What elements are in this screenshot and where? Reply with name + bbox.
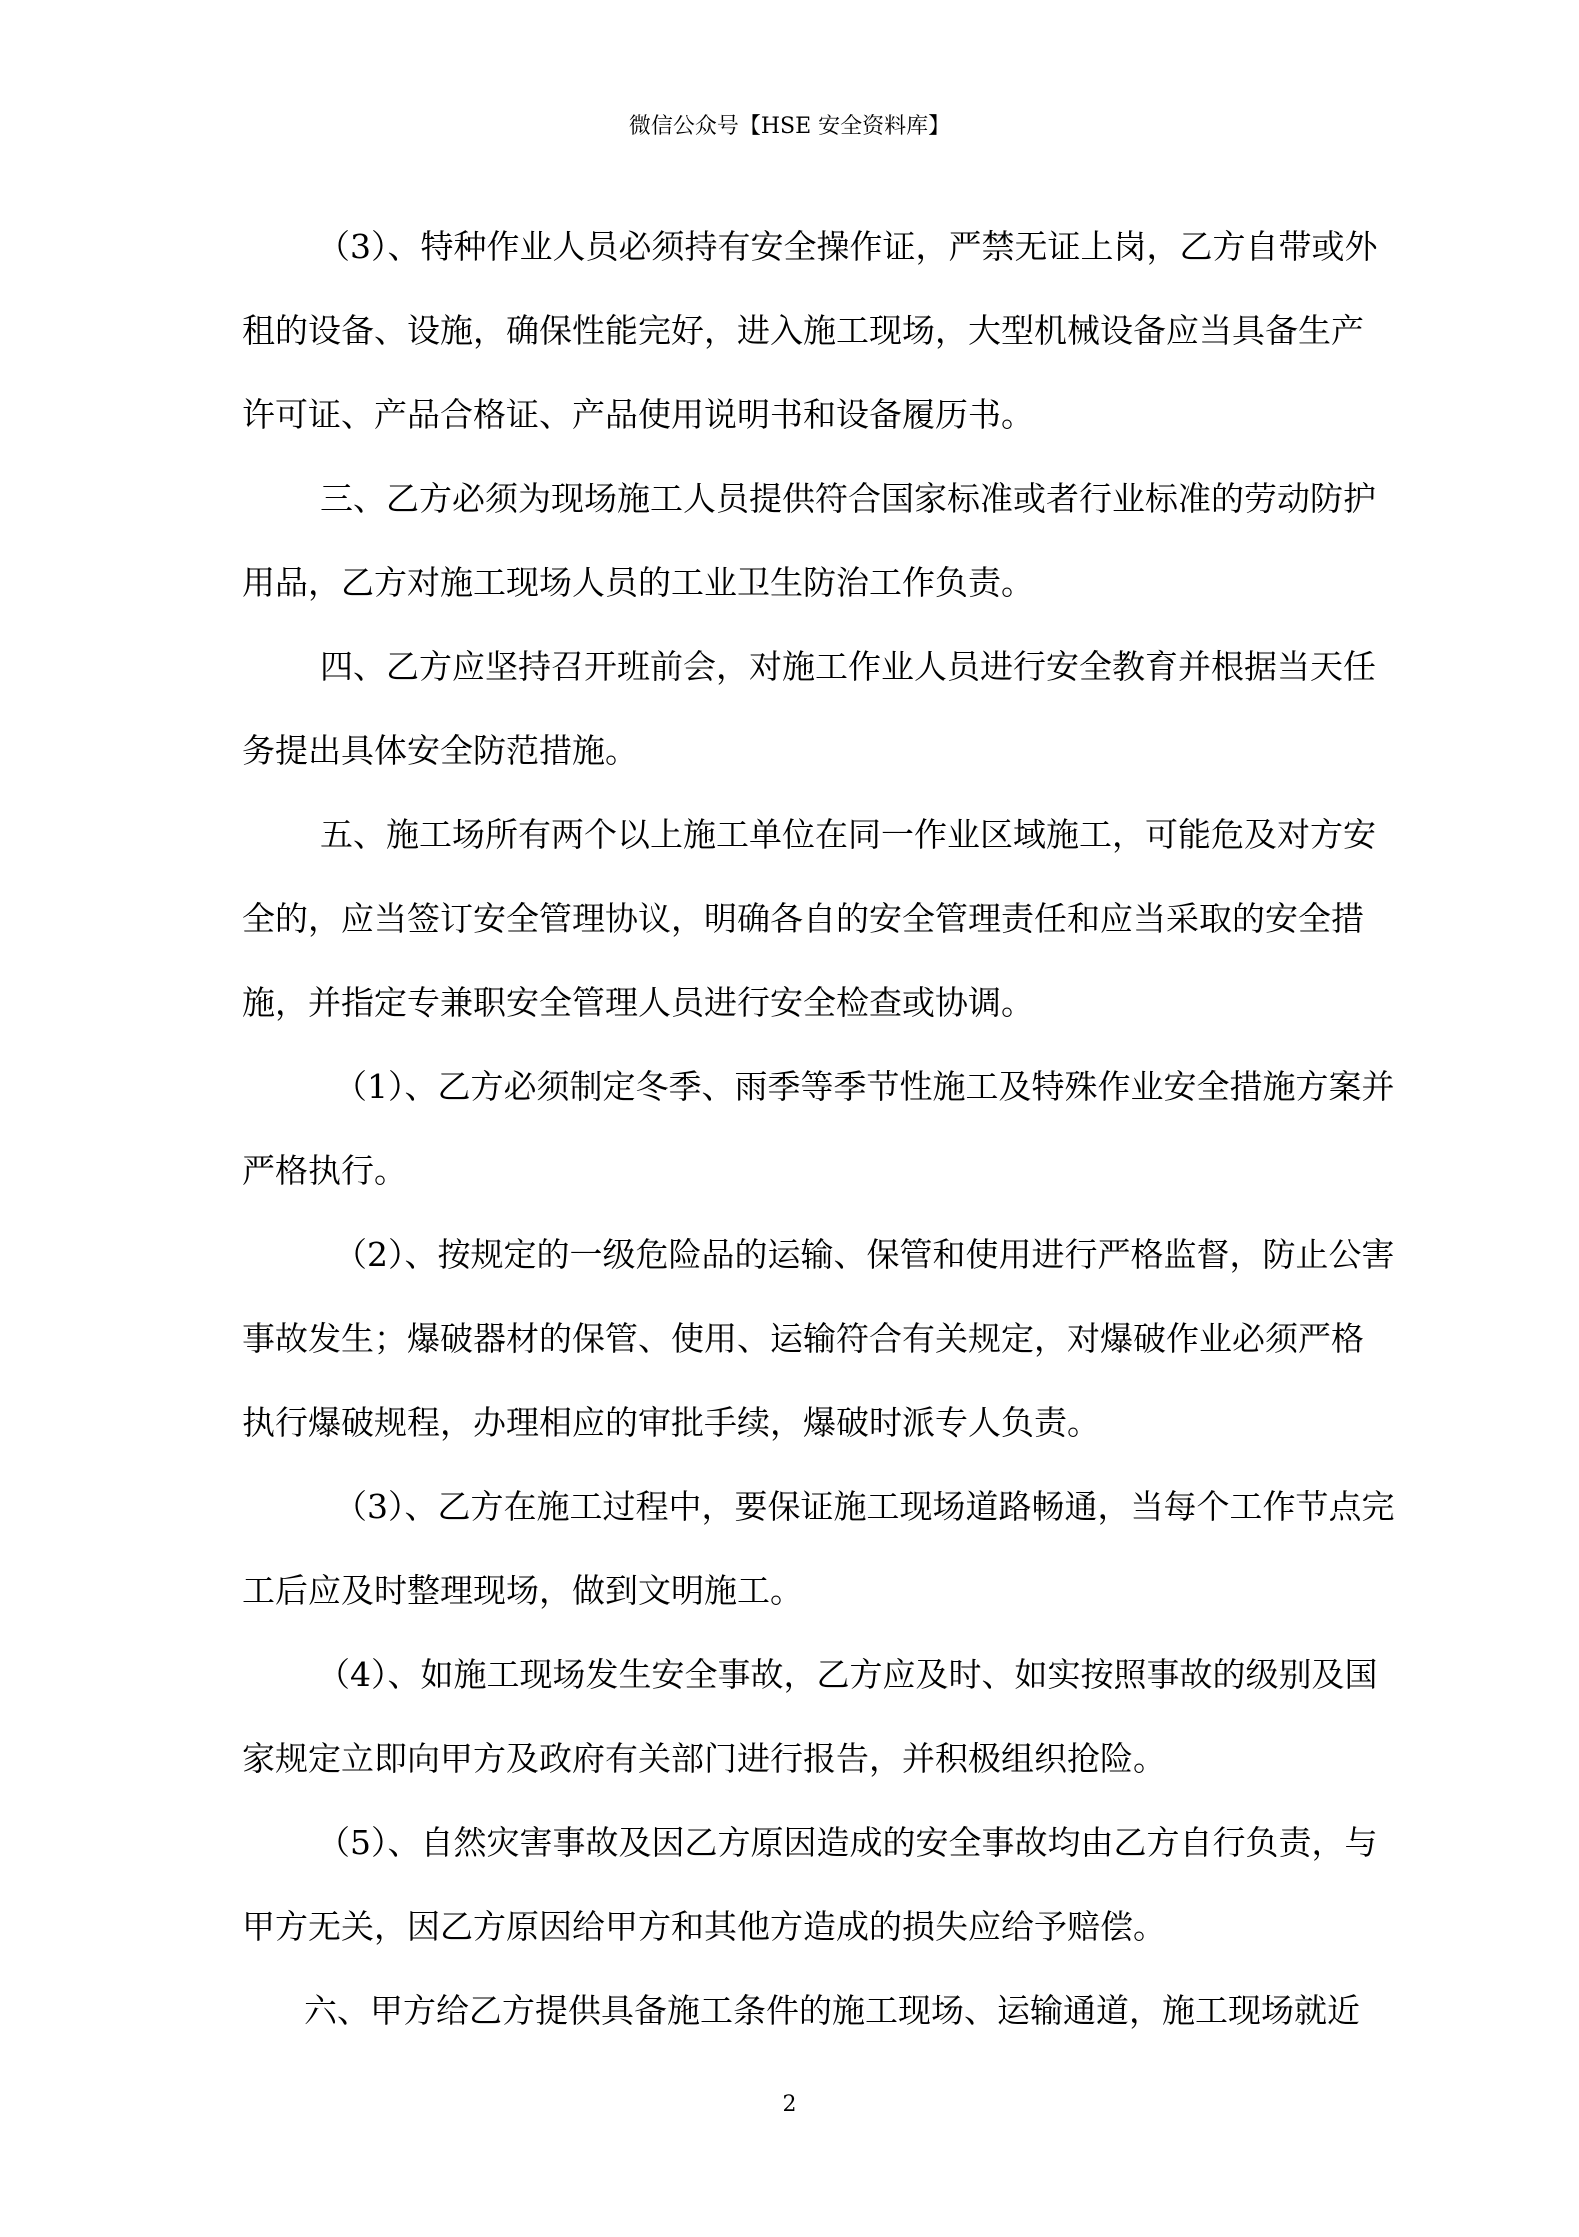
text-line: （5）、自然灾害事故及因乙方原因造成的安全事故均由乙方自行负责，与 (317, 1823, 1378, 1862)
text-line: 全的，应当签订安全管理协议，明确各自的安全管理责任和应当采取的安全措 (242, 899, 1364, 938)
paragraph-item-1 (242, 1045, 1395, 1213)
text-line: （3）、乙方在施工过程中，要保证施工现场道路畅通，当每个工作节点完 (334, 1487, 1395, 1526)
text-line: 三、乙方必须为现场施工人员提供符合国家标准或者行业标准的劳动防护 (320, 479, 1376, 518)
text-line: 家规定立即向甲方及政府有关部门进行报告，并积极组织抢险。 (242, 1739, 1166, 1778)
text-line: 事故发生；爆破器材的保管、使用、运输符合有关规定，对爆破作业必须严格 (242, 1319, 1364, 1358)
text-line: 许可证、产品合格证、产品使用说明书和设备履历书。 (242, 395, 1034, 434)
text-line: 施，并指定专兼职安全管理人员进行安全检查或协调。 (242, 983, 1034, 1022)
paragraph-item-3 (242, 1465, 1395, 1633)
text-line: 六、甲方给乙方提供具备施工条件的施工现场、运输通道，施工现场就近 (304, 1991, 1360, 2030)
paragraph-item-4 (242, 1633, 1378, 1801)
text-line: 四、乙方应坚持召开班前会，对施工作业人员进行安全教育并根据当天任 (320, 647, 1376, 686)
page-header (0, 112, 1579, 142)
paragraph-section-4 (242, 625, 1376, 793)
text-line: 甲方无关，因乙方原因给甲方和其他方造成的损失应给予赔偿。 (242, 1907, 1166, 1946)
text-line: 用品，乙方对施工现场人员的工业卫生防治工作负责。 (242, 563, 1034, 602)
paragraph-section-6 (242, 1969, 1360, 2053)
page-number (0, 2090, 1579, 2120)
text-line: 工后应及时整理现场，做到文明施工。 (242, 1571, 803, 1610)
text-line: 执行爆破规程，办理相应的审批手续，爆破时派专人负责。 (242, 1403, 1100, 1442)
text-line: 严格执行。 (242, 1151, 407, 1190)
paragraph-section-3 (242, 457, 1376, 625)
text-line: 租的设备、设施，确保性能完好，进入施工现场，大型机械设备应当具备生产 (242, 311, 1364, 350)
document-body (242, 205, 1395, 2053)
text-line: （4）、如施工现场发生安全事故，乙方应及时、如实按照事故的级别及国 (317, 1655, 1378, 1694)
text-line: （2）、按规定的一级危险品的运输、保管和使用进行严格监督，防止公害 (334, 1235, 1395, 1274)
text-line: 五、施工场所有两个以上施工单位在同一作业区域施工，可能危及对方安 (320, 815, 1376, 854)
text-line: 务提出具体安全防范措施。 (242, 731, 638, 770)
paragraph-section-5 (242, 793, 1376, 1045)
header-text: 微信公众号【HSE 安全资料库】 (628, 114, 951, 139)
paragraph-item-5 (242, 1801, 1378, 1969)
text-line: （1）、乙方必须制定冬季、雨季等季节性施工及特殊作业安全措施方案并 (334, 1067, 1395, 1106)
paragraph-item-2 (242, 1213, 1395, 1465)
page-number-text: 2 (782, 2092, 797, 2117)
text-line: （3）、特种作业人员必须持有安全操作证，严禁无证上岗，乙方自带或外 (317, 227, 1378, 266)
paragraph-special-operators (242, 205, 1378, 457)
